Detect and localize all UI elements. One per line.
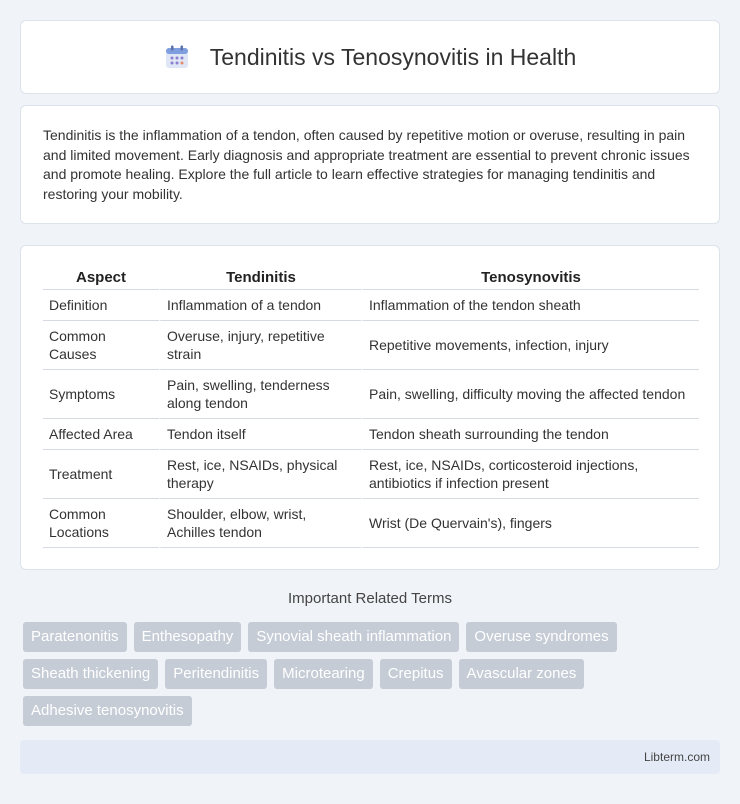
column-header-tendinitis: Tendinitis xyxy=(159,266,361,290)
comparison-table xyxy=(43,266,699,548)
table-cell: Tendon itself xyxy=(159,419,361,450)
column-header-aspect: Aspect xyxy=(43,266,159,290)
table-cell: Rest, ice, NSAIDs, corticosteroid injections, antibiotics if infection present xyxy=(361,450,699,499)
table-cell: Affected Area xyxy=(43,419,159,450)
table-cell: Definition xyxy=(43,290,159,321)
related-term-tag[interactable]: Overuse syndromes xyxy=(466,622,616,652)
table-row xyxy=(43,321,699,370)
column-header-tenosynovitis: Tenosynovitis xyxy=(361,266,699,290)
comparison-card xyxy=(20,245,720,570)
table-row xyxy=(43,499,699,548)
related-term-tag[interactable]: Enthesopathy xyxy=(134,622,242,652)
table-cell: Wrist (De Quervain's), fingers xyxy=(361,499,699,548)
intro-text: Tendinitis is the inflammation of a tendon, often caused by repetitive motion or overuse, resulting in pain and limited movement. Early diagnosis and appropriate treatment are essential to prevent chronic issues and promote healing. Explore the full article to learn effective strategies for managing tendinitis and restoring your mobility. xyxy=(43,127,690,202)
table-cell: Inflammation of a tendon xyxy=(159,290,361,321)
table-cell: Overuse, injury, repetitive strain xyxy=(159,321,361,370)
table-cell: Common Locations xyxy=(43,499,159,548)
related-terms-title: Important Related Terms xyxy=(288,590,452,607)
related-term-tag[interactable]: Microtearing xyxy=(274,659,373,689)
related-term-tag[interactable]: Peritendinitis xyxy=(165,659,267,689)
table-cell: Rest, ice, NSAIDs, physical therapy xyxy=(159,450,361,499)
table-cell: Repetitive movements, infection, injury xyxy=(361,321,699,370)
page-title: Tendinitis vs Tenosynovitis in Health xyxy=(209,43,577,70)
related-terms-list xyxy=(23,622,723,726)
header-card xyxy=(20,20,720,94)
table-cell: Pain, swelling, difficulty moving the affected tendon xyxy=(361,370,699,419)
table-row xyxy=(43,450,699,499)
table-cell: Inflammation of the tendon sheath xyxy=(361,290,699,321)
table-header-row xyxy=(43,266,699,290)
table-cell: Shoulder, elbow, wrist, Achilles tendon xyxy=(159,499,361,548)
table-cell: Pain, swelling, tenderness along tendon xyxy=(159,370,361,419)
related-term-tag[interactable]: Crepitus xyxy=(380,659,452,689)
table-cell: Treatment xyxy=(43,450,159,499)
intro-card xyxy=(20,105,720,224)
related-term-tag[interactable]: Sheath thickening xyxy=(23,659,158,689)
table-cell: Common Causes xyxy=(43,321,159,370)
related-term-tag[interactable]: Avascular zones xyxy=(459,659,585,689)
footer xyxy=(20,740,720,774)
footer-site-link[interactable]: Libterm.com xyxy=(643,750,710,764)
table-row xyxy=(43,370,699,419)
table-row xyxy=(43,290,699,321)
table-cell: Tendon sheath surrounding the tendon xyxy=(361,419,699,450)
table-cell: Symptoms xyxy=(43,370,159,419)
table-row xyxy=(43,419,699,450)
related-term-tag[interactable]: Synovial sheath inflammation xyxy=(248,622,459,652)
related-term-tag[interactable]: Adhesive tenosynovitis xyxy=(23,696,192,726)
calendar-icon xyxy=(164,44,190,70)
related-term-tag[interactable]: Paratenonitis xyxy=(23,622,127,652)
